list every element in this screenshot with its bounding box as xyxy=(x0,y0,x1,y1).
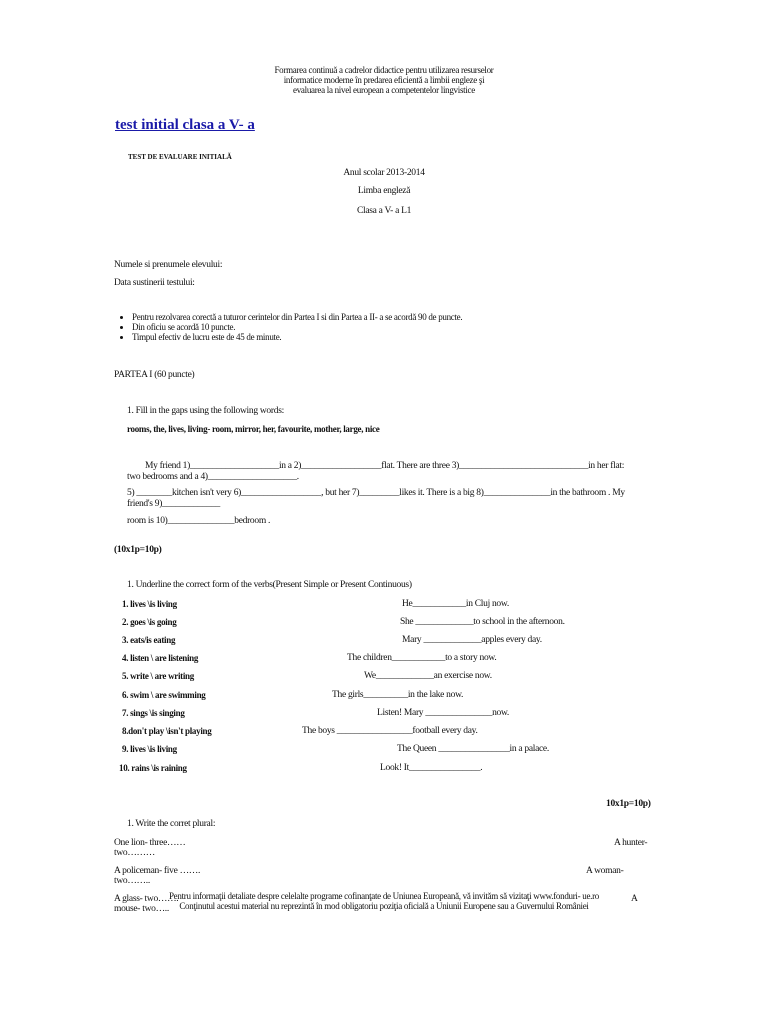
exercise1-score: (10x1p=10p) xyxy=(114,545,162,555)
verb-options[interactable]: 8.don't play \isn't playing xyxy=(122,726,212,736)
subject: Limba engleză xyxy=(357,186,411,196)
verb-sentence: The boys _________________football every day. xyxy=(302,726,478,736)
plural-item: A xyxy=(631,894,638,904)
test-title-link[interactable]: test initial clasa a V- a xyxy=(115,117,255,133)
class-label: Clasa a V- a L1 xyxy=(356,206,412,216)
test-date-label: Data sustinerii testului: xyxy=(114,278,195,288)
rule-item: • Pentru rezolvarea corectă a tuturor cerintelor din Partea I si din Partea a II- a se acordă 90 de puncte. xyxy=(132,312,462,322)
verb-sentence: She _____________to school in the afternoon. xyxy=(400,617,565,627)
exercise2-score: 10x1p=10p) xyxy=(606,799,651,809)
verb-options[interactable]: 5. write \ are writing xyxy=(122,671,194,681)
verb-options[interactable]: 9. lives \is living xyxy=(122,744,177,754)
verb-options[interactable]: 6. swim \ are swimming xyxy=(122,690,206,700)
rule-item: • Din oficiu se acordă 10 puncte. xyxy=(132,322,462,332)
project-description xyxy=(0,65,768,95)
exercise1-line: friend's 9)_____________ xyxy=(127,499,220,509)
verb-options[interactable]: 1. lives \is living xyxy=(122,599,177,609)
verb-sentence: The Queen ________________in a palace. xyxy=(397,744,549,754)
verb-sentence: Look! It________________. xyxy=(380,763,483,773)
plural-item: A hunter- xyxy=(614,838,648,848)
footer-info xyxy=(0,891,768,911)
exercise1-line: two bedrooms and a 4)____________________. xyxy=(127,472,299,482)
plural-item: A glass- two……. xyxy=(114,894,179,904)
verb-sentence: He____________in Cluj now. xyxy=(402,599,509,609)
part1-title: PARTEA I (60 puncte) xyxy=(114,370,195,380)
exercise2-instruction: 1. Underline the correct form of the verbs(Present Simple or Present Continuous) xyxy=(127,580,412,590)
exercise1-line: My friend 1)____________________in a 2)__________________flat. There are three 3)_____________________________in her flat: xyxy=(145,461,625,471)
verb-options[interactable]: 3. eats/is eating xyxy=(122,635,176,645)
test-label: TEST DE EVALUARE INITIALĂ xyxy=(128,153,232,161)
plural-item: mouse- two….. xyxy=(114,904,169,914)
footer-line: Pentru informaţii detaliate despre celelalte programe cofinanţate de Uniunea Europeană, vă invităm să vizitaţi www.fonduri- ue.ro xyxy=(168,891,600,901)
exercise1-word-bank: rooms, the, lives, living- room, mirror, her, favourite, mother, large, nice xyxy=(127,424,380,434)
verb-sentence: We_____________an exercise now. xyxy=(364,671,492,681)
plural-item: two…….. xyxy=(114,876,150,886)
project-line: Formarea continuă a cadrelor didactice pentru utilizarea resurselor xyxy=(274,65,494,75)
verb-options[interactable]: 4. listen \ are listening xyxy=(122,653,199,663)
verb-sentence: The girls__________in the lake now. xyxy=(332,690,464,700)
project-line: informatice moderne în predarea eficientă a limbii engleze şi xyxy=(283,75,485,85)
plural-item: A policeman- five ……. xyxy=(114,866,201,876)
verb-options[interactable]: 7. sings \is singing xyxy=(122,708,185,718)
exercise1-line: 5) ________kitchen isn't very 6)__________________, but her 7)_________likes it. There is a big 8)_______________in the bathroom . My xyxy=(127,488,625,498)
rule-item: • Timpul efectiv de lucru este de 45 de minute. xyxy=(132,332,462,342)
exercise1-instruction: 1. Fill in the gaps using the following words: xyxy=(127,406,284,416)
verb-options[interactable]: 2. goes \is going xyxy=(122,617,177,627)
school-year: Anul scolar 2013-2014 xyxy=(343,168,425,178)
plural-item: One lion- three…… xyxy=(114,838,186,848)
verb-sentence: Listen! Mary _______________now. xyxy=(377,708,510,718)
exercise3-instruction: 1. Write the corret plural: xyxy=(127,819,216,829)
student-name-label: Numele si prenumele elevului: xyxy=(114,260,223,270)
plural-item: A woman- xyxy=(586,866,624,876)
rules-list xyxy=(112,312,462,342)
project-line: evaluarea la nivel european a competentelor lingvistice xyxy=(293,85,475,95)
verb-sentence: The children____________to a story now. xyxy=(347,653,497,663)
plural-item: two……… xyxy=(114,848,155,858)
footer-line: Conţinutul acestui material nu reprezintă în mod obligatoriu poziţia oficială a Uniunii Europene sau a Guvernului României xyxy=(179,901,589,911)
verb-options[interactable]: 10. rains \is raining xyxy=(119,763,187,773)
verb-sentence: Mary _____________apples every day. xyxy=(402,635,542,645)
exercise1-line: room is 10)_______________bedroom . xyxy=(127,516,271,526)
